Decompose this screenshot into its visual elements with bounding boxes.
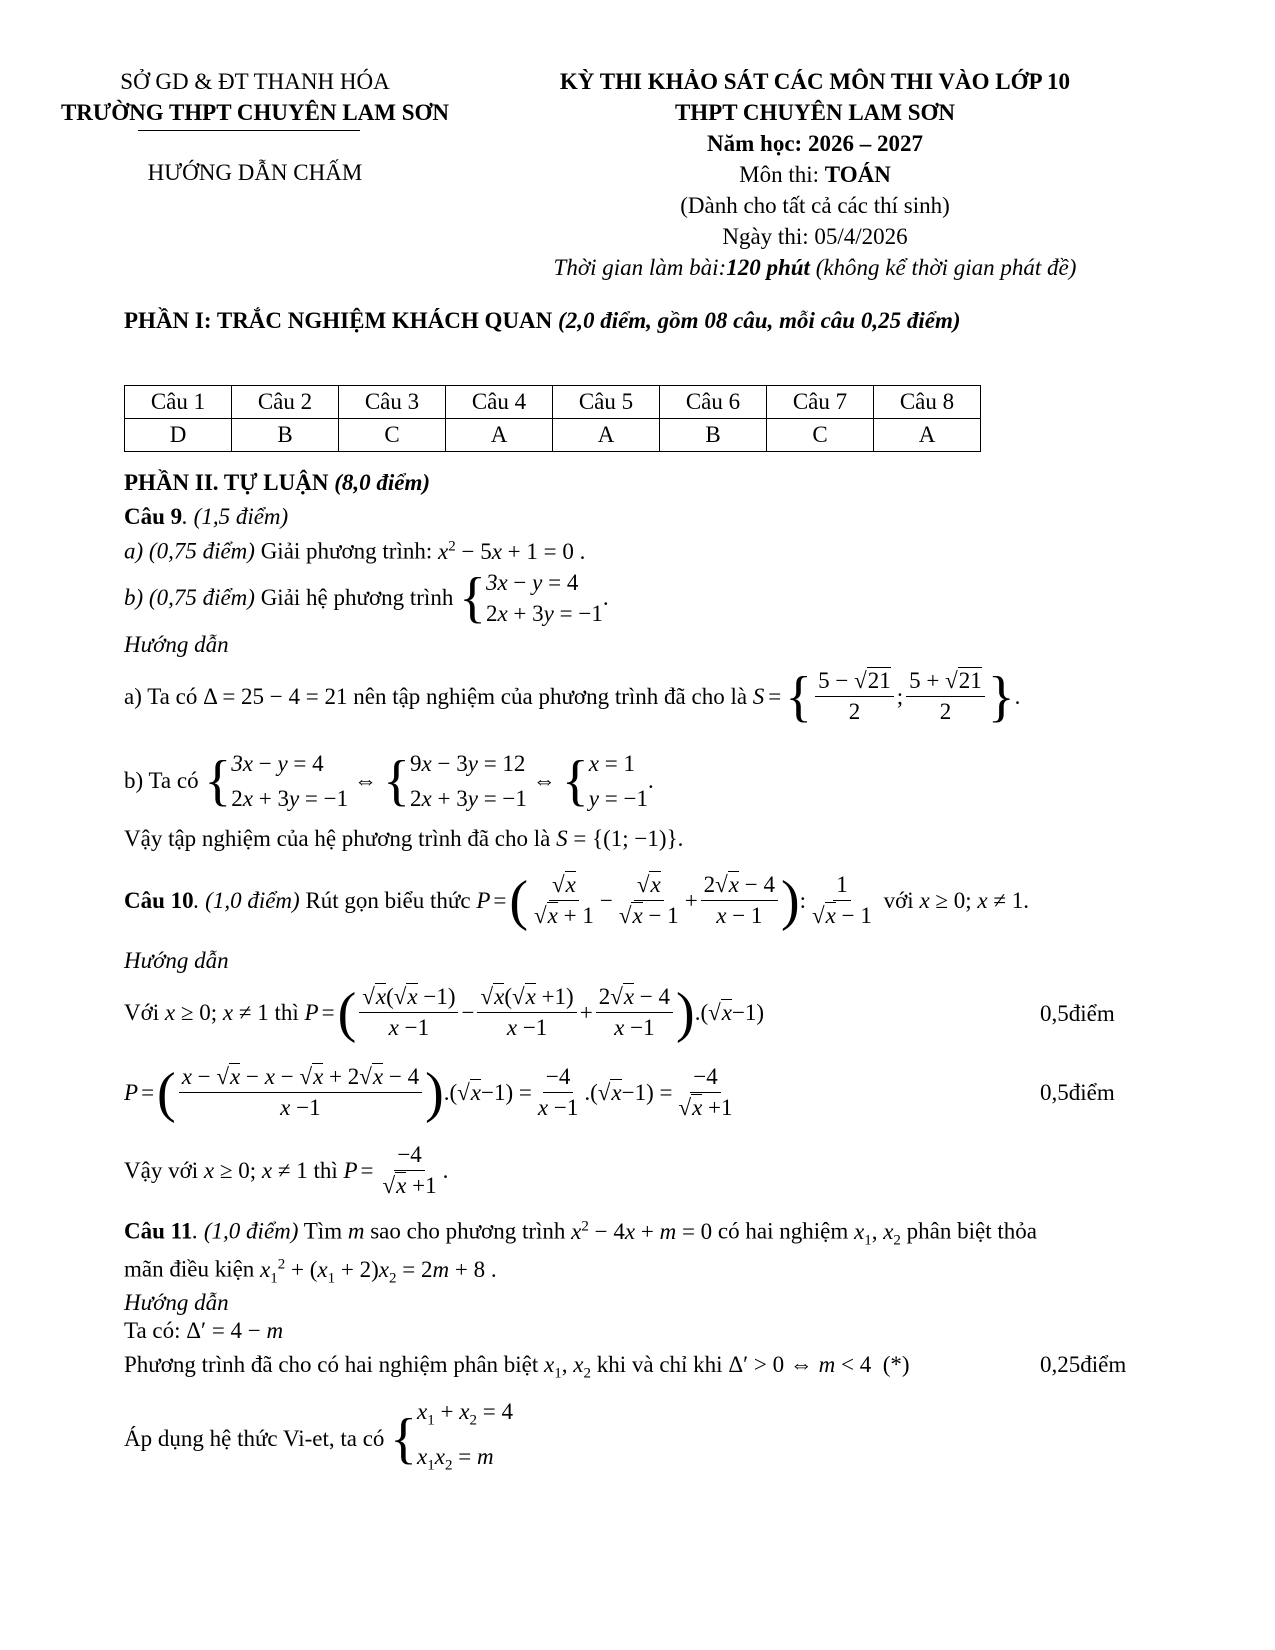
system-equation: { 3x − y = 4 2x + 3y = −1	[459, 567, 603, 629]
answer-cell: B	[232, 419, 339, 452]
score-step1: 0,5điểm	[1040, 1001, 1115, 1026]
q9-conclusion-text: Vậy tập nghiệm của hệ phương trình đã cho là	[124, 826, 557, 851]
subject: TOÁN	[824, 162, 891, 187]
q10-cond: với	[877, 887, 920, 913]
exam-school: THPT CHUYÊN LAM SƠN	[674, 100, 956, 125]
q9b-text: Giải hệ phương trình	[254, 585, 460, 610]
school-year: Năm học: 2026 – 2027	[707, 131, 923, 156]
part1-heading	[124, 308, 961, 334]
q11-line2-text: mãn điều kiện	[124, 1256, 261, 1282]
q9b-points: b) (0,75 điểm)	[124, 585, 255, 610]
q11: Câu 11. (1,0 điểm) Tìm m sao cho phương trình $x^2 - 4x + m = 0$ có hai nghiệm $x_1$, $x_2$ phân biệt thỏa	[124, 1218, 1037, 1249]
table-row	[125, 386, 981, 419]
time-line	[505, 252, 1125, 283]
audience: (Dành cho tất cả các thí sinh)	[680, 193, 950, 218]
question-cell: Câu 6	[660, 386, 767, 419]
answer-cell: C	[339, 419, 446, 452]
answer-cell: A	[446, 419, 553, 452]
q9-points: . (1,5 điểm)	[182, 504, 289, 529]
doc-type: HƯỚNG DẪN CHẤM	[147, 160, 363, 185]
school-name: TRƯỜNG THPT CHUYÊN LAM SƠN	[60, 100, 450, 125]
header-right	[505, 66, 1125, 283]
q9-label: Câu 9	[124, 504, 183, 529]
part1-note: (2,0 điểm, gồm 08 câu, mỗi câu 0,25 điểm)	[552, 308, 961, 333]
q9-guide: Hướng dẫn	[124, 632, 229, 657]
header-left	[60, 66, 450, 188]
question-cell: Câu 5	[553, 386, 660, 419]
question-cell: Câu 2	[232, 386, 339, 419]
b-ans-prefix: b) Ta có	[124, 768, 205, 793]
part1-title: PHẦN I: TRẮC NGHIỆM KHÁCH QUAN	[124, 308, 553, 333]
q10-step1: Với x ≥ 0; x ≠ 1 thì P = ( √ $\frac{x(√ x -1)}{x -1}$ − √ $\frac{x(√ x +1)}{x -1}$ + $\frac{2√ x - 4}{x -1}$ ) .( √ x −1)	[124, 984, 764, 1041]
q9a-equation: $x^2 - 5x + 1 = 0$ .	[438, 538, 586, 564]
question-cell: Câu 4	[446, 386, 553, 419]
q11-cond-prefix: Phương trình đã cho có hai nghiệm phân biệt	[124, 1352, 545, 1377]
q11-guide: Hướng dẫn	[124, 1290, 229, 1315]
q10-step2: P = ( $\frac{x - √ x - x - √ x + 2√ x - 4}{x -1}$ ) .( √ x −1) = $\frac{-4}{x -1}$ .( √ x −1) = −4 √ x +1	[124, 1064, 739, 1121]
q11-vieta	[124, 1394, 513, 1483]
subject-label: Môn thi:	[739, 162, 825, 187]
q9a-solution	[124, 665, 1021, 728]
answer-cell: A	[553, 419, 660, 452]
department: SỞ GD & ĐT THANH HÓA	[120, 69, 390, 94]
system-2: { 9x − 3y = 12 2x + 3y = −1	[383, 750, 527, 812]
q9-heading	[124, 504, 288, 530]
q11-text2: sao cho phương trình	[364, 1218, 572, 1244]
q10-text: Rút gọn biểu thức	[299, 887, 477, 913]
q11-text3: có hai nghiệm	[712, 1218, 854, 1244]
q9a-points: a) (0,75 điểm)	[124, 538, 255, 564]
a-ans-mid: nên tập nghiệm của phương trình đã cho là	[347, 683, 753, 709]
question-cell: Câu 7	[767, 386, 874, 419]
q10-conclusion-mid: thì	[307, 1157, 344, 1183]
q10-label: Câu 10	[124, 887, 194, 913]
system-1: { 3x − y = 4 2x + 3y = −1	[204, 750, 349, 812]
part2-heading	[124, 470, 430, 496]
time-suffix: (không kể thời gian phát đề)	[809, 255, 1077, 280]
step1-prefix: Với	[124, 999, 165, 1025]
q9b-solution: b) Ta có { 3x − y = 4 2x + 3y = −1 ⇔ { 9x − 3y = 12 2x + 3y = −1 ⇔ { x = 1 y = −1 .	[124, 746, 654, 816]
part2-title: PHẦN II. TỰ LUẬN	[124, 470, 329, 495]
subject-line	[505, 159, 1125, 190]
q11-delta-prefix: Ta có:	[124, 1318, 187, 1343]
q10-expression: P = ( √ x √ x + 1 − √ x √ x − 1 + $\frac{2√ x - 4}{x - 1}$ ) : 1 √ x − 1	[476, 872, 878, 929]
q11-text4: phân biệt thỏa	[900, 1218, 1037, 1244]
time-prefix: Thời gian làm bài:	[553, 255, 727, 280]
q11-delta: Ta có: Δ′ = 4 − m	[124, 1318, 284, 1343]
step1-mid: thì	[268, 999, 305, 1025]
q9a	[124, 538, 585, 565]
vieta-system: { $x_1 + x_2 = 4$ $x_1x_2 = m$	[390, 1399, 513, 1474]
question-cell: Câu 3	[339, 386, 446, 419]
q11-text1: Tìm	[298, 1218, 348, 1244]
answer-cell: C	[767, 419, 874, 452]
q11-points: . (1,0 điểm)	[192, 1218, 299, 1244]
question-cell: Câu 1	[125, 386, 232, 419]
q10-conclusion: Vậy với x ≥ 0; x ≠ 1 thì P = −4 √ x +1 .	[124, 1142, 448, 1199]
delta-expr: Δ = 25 − 4 = 21	[203, 683, 348, 709]
score-q11: 0,25điểm	[1040, 1352, 1127, 1377]
table-row	[125, 419, 981, 452]
solution-set: S = { $\frac{5 - √ 21}{2}$ ; $\frac{5 + √ 21}{2}$ } .	[753, 668, 1021, 725]
q9a-text: Giải phương trình:	[254, 538, 438, 564]
q10-guide: Hướng dẫn	[124, 948, 229, 973]
answer-cell: B	[660, 419, 767, 452]
answer-cell: D	[125, 419, 232, 452]
q11-condition: Phương trình đã cho có hai nghiệm phân biệt $x_1$, $x_2$ khi và chỉ khi Δ′ > 0 ⇔ m < 4 (*)	[124, 1352, 910, 1382]
part2-note: (8,0 điểm)	[328, 470, 431, 495]
q10: Câu 10 . (1,0 điểm) Rút gọn biểu thức P = ( √ x √ x + 1 − √ x √ x − 1 + $\frac{2√ x - 4}{x - 1}$ ) : 1 √ x − 1 với x ≥ 0; x ≠ 1.	[124, 872, 1029, 929]
q9-conclusion: Vậy tập nghiệm của hệ phương trình đã cho là S = {(1; −1)}.	[124, 826, 684, 851]
header-underline	[138, 130, 360, 131]
q11-vieta-text: Áp dụng hệ thức Vi-et, ta có	[124, 1425, 391, 1451]
question-cell: Câu 8	[874, 386, 981, 419]
answer-cell: A	[874, 419, 981, 452]
q11-label: Câu 11	[124, 1218, 193, 1244]
q11-cond-mid: khi và chỉ khi	[590, 1352, 729, 1377]
score-step2: 0,5điểm	[1040, 1080, 1115, 1105]
q10-conclusion-prefix: Vậy với	[124, 1157, 204, 1183]
exam-title: KỲ THI KHẢO SÁT CÁC MÔN THI VÀO LỚP 10	[559, 69, 1071, 94]
time-value: 120 phút	[726, 255, 810, 280]
q11-line2: mãn điều kiện $x_1^2 + (x_1 + 2)x_2 = 2m + 8$ .	[124, 1256, 497, 1287]
system-3: { x = 1 y = −1	[561, 750, 648, 812]
answer-table	[124, 385, 981, 452]
a-ans-prefix: a) Ta có	[124, 683, 204, 709]
exam-date: Ngày thi: 05/4/2026	[722, 224, 908, 249]
q10-points: . (1,0 điểm)	[193, 887, 300, 913]
q9b: b) (0,75 điểm) Giải hệ phương trình { 3x − y = 4 2x + 3y = −1 .	[124, 567, 609, 629]
